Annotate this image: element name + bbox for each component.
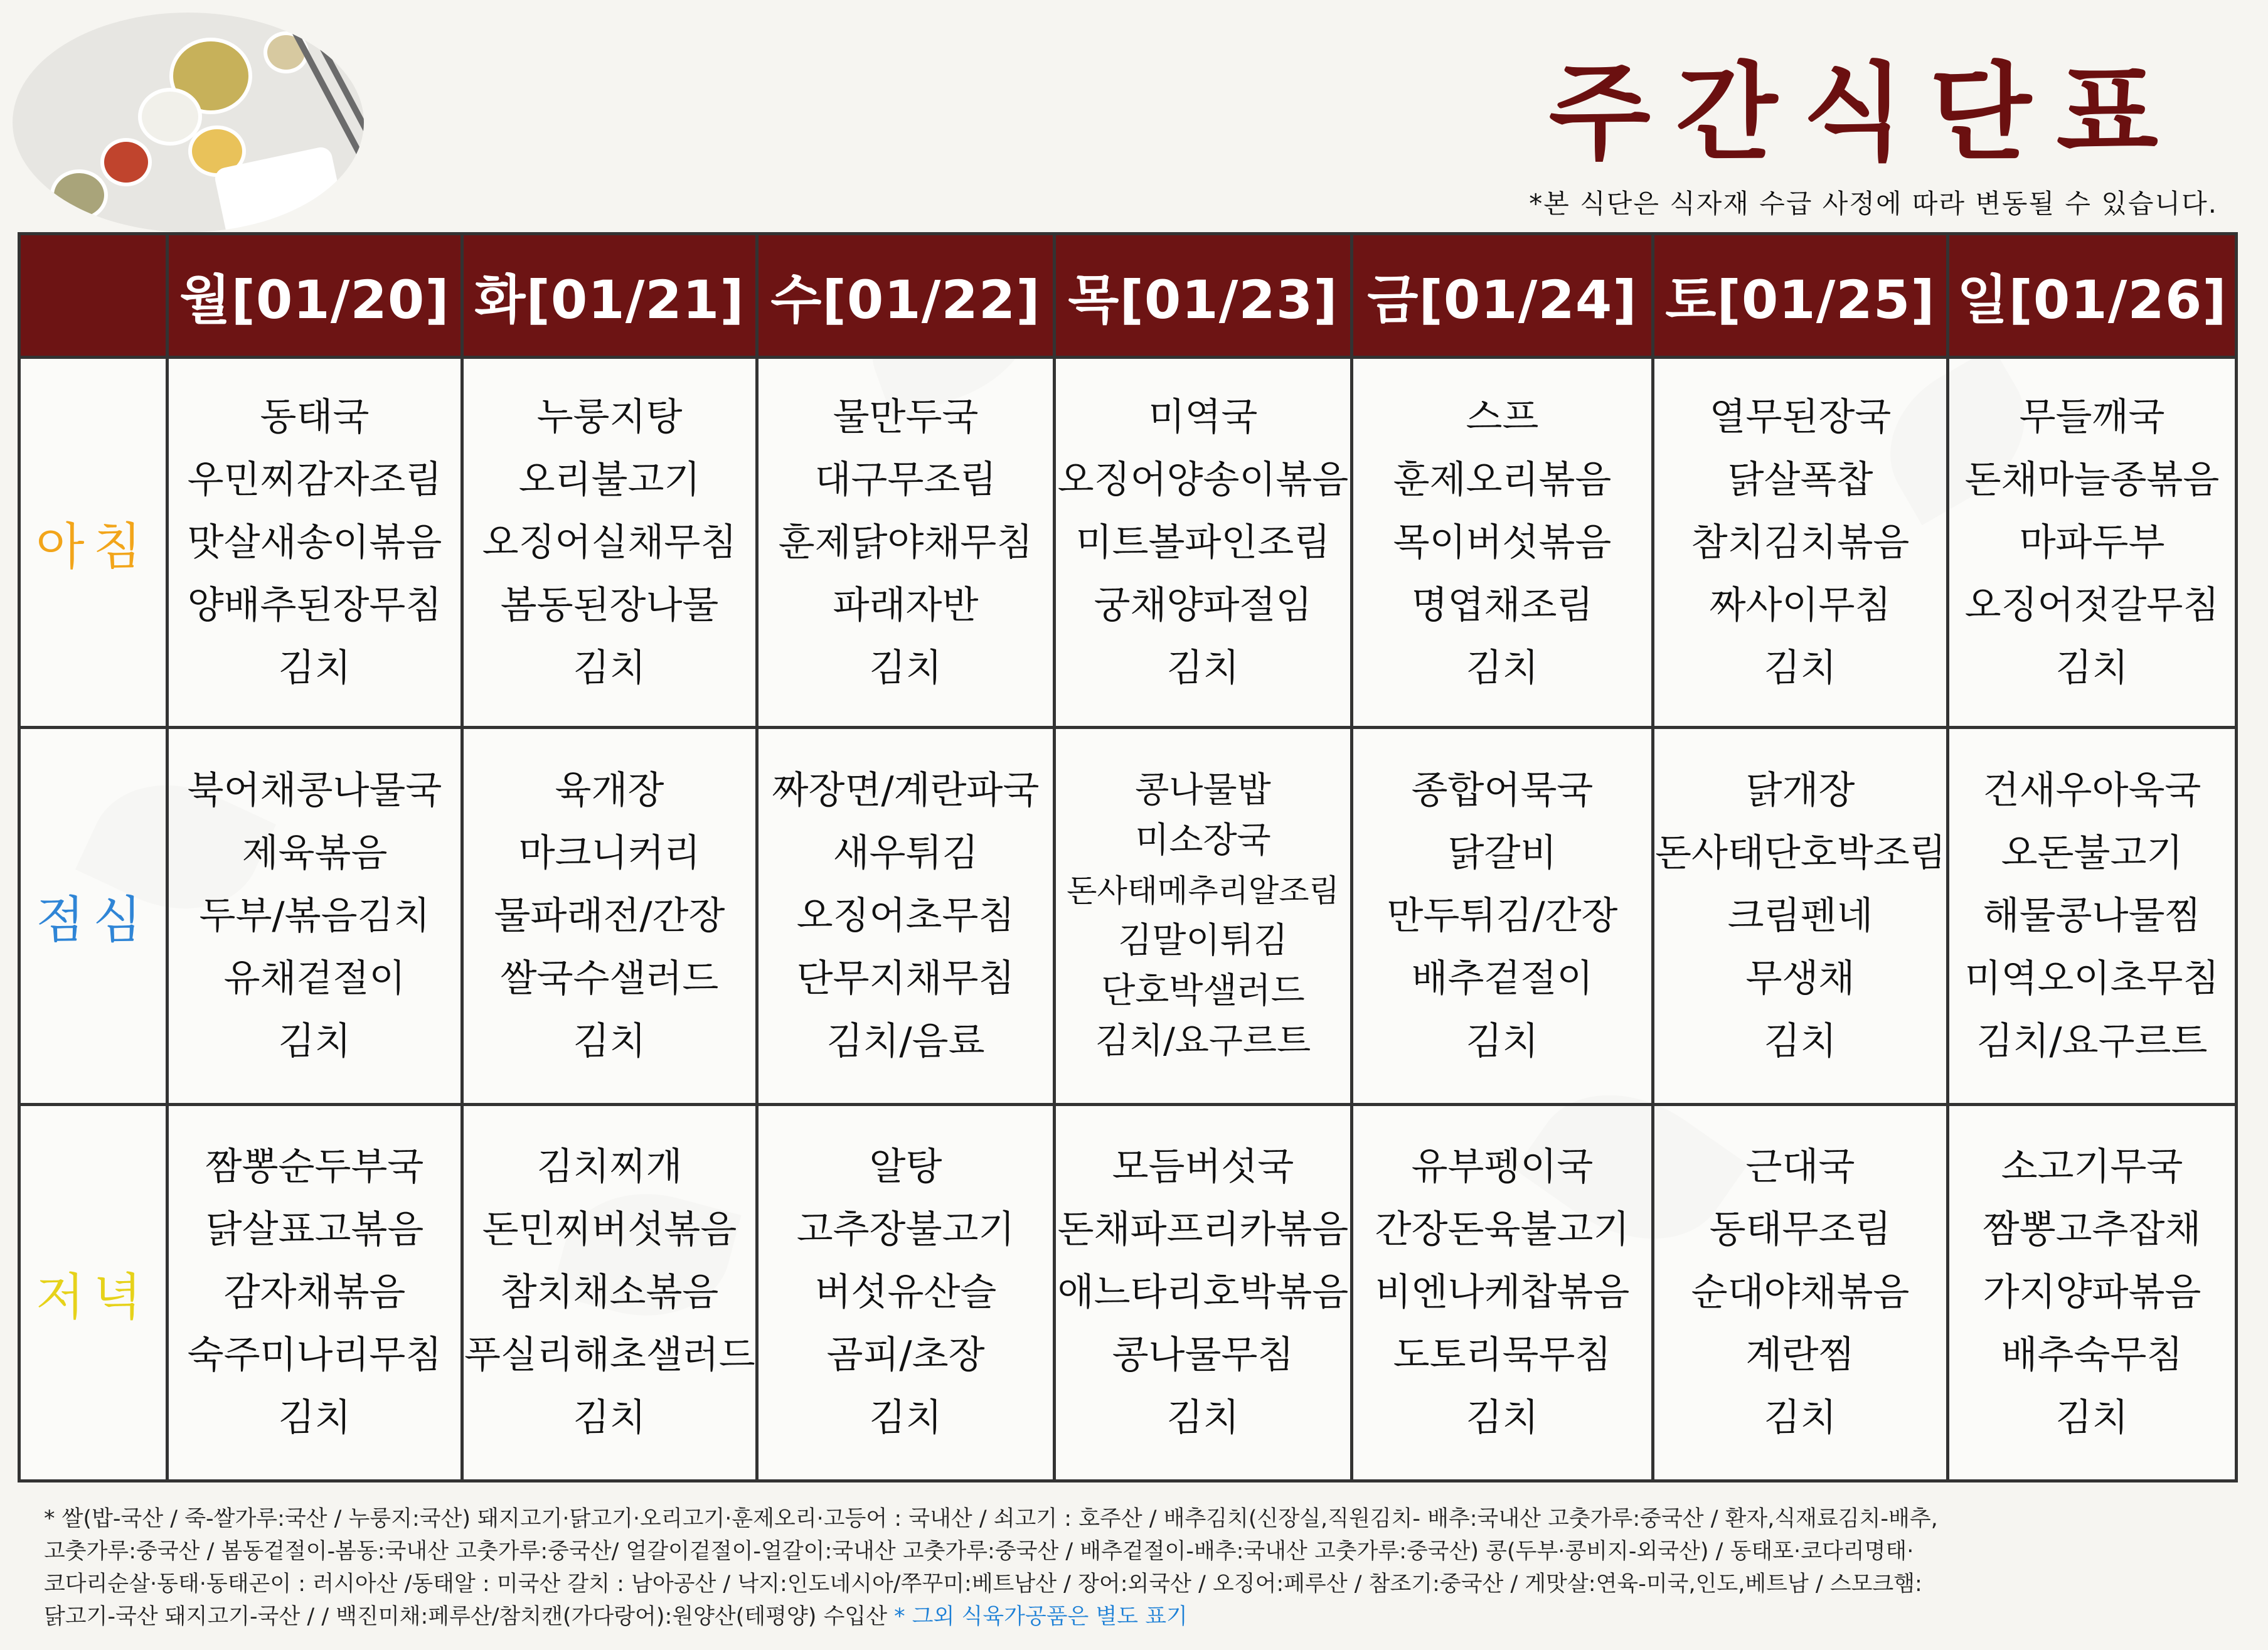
- dish: 두부/볶음김치: [199, 893, 430, 938]
- menu-cell: [462, 1104, 757, 1481]
- dish: 김말이튀김: [1118, 920, 1288, 961]
- dish: 애느타리호박볶음: [1057, 1270, 1349, 1315]
- menu-cell: [757, 1104, 1055, 1481]
- menu-cell: [757, 358, 1055, 728]
- dish: 김치: [1466, 1019, 1539, 1063]
- dish: 김치: [278, 646, 351, 690]
- weekly-menu-table: [18, 232, 2238, 1482]
- dish: 훈제오리볶음: [1393, 457, 1612, 502]
- day-header: 화[01/21]: [462, 234, 757, 358]
- dish: 김치: [2055, 646, 2129, 690]
- dish: 김치: [869, 646, 942, 690]
- dish: 짜장면/계란파국: [772, 768, 1040, 812]
- dish: 곰피/초장: [826, 1333, 985, 1378]
- header-corner: [19, 234, 168, 358]
- dish: 김치: [573, 646, 646, 690]
- dish: 유채겉절이: [223, 956, 406, 1001]
- dish: 마크니커리: [518, 831, 701, 875]
- processed-meat-note: * 그외 식육가공품은 별도 표기: [894, 1604, 1188, 1629]
- menu-cell: [1948, 358, 2237, 728]
- menu-cell: [1653, 1104, 1948, 1481]
- menu-cell: [1055, 358, 1352, 728]
- dish: 김치: [2055, 1396, 2129, 1440]
- dish: 양배추된장무침: [187, 583, 442, 627]
- menu-cell: [168, 358, 462, 728]
- dish: 동태무조림: [1709, 1208, 1892, 1252]
- dish: 미역오이초무침: [1964, 956, 2220, 1001]
- dish: 알탕: [869, 1145, 942, 1190]
- dish: 오징어실채무침: [482, 520, 737, 565]
- dish: 제육볶음: [242, 831, 388, 875]
- dish: 마파두부: [2019, 520, 2165, 565]
- dish: 김치: [573, 1396, 646, 1440]
- dish: 닭갈비: [1447, 831, 1557, 875]
- dish: 돈민찌버섯볶음: [482, 1208, 737, 1252]
- origin-footnote: [44, 1503, 2227, 1633]
- food-plate-illustration: [13, 13, 364, 232]
- dish: 북어채콩나물국: [187, 768, 442, 812]
- dish: 미트볼파인조림: [1075, 520, 1331, 565]
- dish: 김치: [1764, 1396, 1837, 1440]
- dish: 김치: [869, 1396, 942, 1440]
- menu-cell: [168, 1104, 462, 1481]
- dish: 참치채소볶음: [500, 1270, 719, 1315]
- menu-cell: [1653, 728, 1948, 1104]
- menu-cell: [1055, 728, 1352, 1104]
- dish: 푸실리해초샐러드: [464, 1333, 755, 1378]
- dish: 닭살표고볶음: [205, 1208, 424, 1252]
- dish: 도토리묵무침: [1393, 1333, 1612, 1378]
- dish: 무생채: [1745, 956, 1855, 1001]
- origin-line: [44, 1600, 2227, 1633]
- origin-line: 코다리순살·동태·동태곤이 : 러시아산 /동태알 : 미국산 갈치 : 남아공산 / 낙지:인도네시아/쭈꾸미:베트남산 / 장어:외국산 / 오징어:페루산 / 참조기:중국산 / 게맛살:연육-미국,인도,베트남 / 스모크햄:: [44, 1572, 1922, 1597]
- dish: 만두튀김/간장: [1387, 893, 1618, 938]
- dish: 참치김치볶음: [1691, 520, 1910, 565]
- menu-cell: [757, 728, 1055, 1104]
- dish: 짜사이무침: [1709, 583, 1892, 627]
- day-header: 월[01/20]: [168, 234, 462, 358]
- dish: 김치: [1166, 1396, 1240, 1440]
- origin-text: 닭고기-국산 돼지고기-국산 / / 백진미채:페루산/참치캔(가다랑어):원양산(테평양) 수입산: [44, 1604, 895, 1629]
- dish: 오징어초무침: [796, 893, 1015, 938]
- dish: 비엔나케찹볶음: [1375, 1270, 1630, 1315]
- dish: 단무지채무침: [796, 956, 1015, 1001]
- dish: 단호박샐러드: [1101, 970, 1305, 1011]
- menu-cell: [1352, 1104, 1653, 1481]
- dish: 김치: [278, 1019, 351, 1063]
- dish: 오리불고기: [518, 457, 701, 502]
- dish: 우민찌감자조림: [187, 457, 442, 502]
- dish: 열무된장국: [1709, 395, 1892, 439]
- day-header: 일[01/26]: [1948, 234, 2237, 358]
- dish: 스프: [1466, 395, 1539, 439]
- day-header-row: [19, 234, 2237, 358]
- dish: 무들깨국: [2019, 395, 2165, 439]
- dish: 김치/요구르트: [1976, 1019, 2208, 1063]
- dish: 계란찜: [1745, 1333, 1855, 1378]
- dish: 김치/요구르트: [1095, 1020, 1311, 1062]
- dish: 누룽지탕: [536, 395, 683, 439]
- dish: 돈채파프리카볶음: [1057, 1208, 1349, 1252]
- dish: 콩나물밥: [1135, 769, 1271, 811]
- lunch-row: [19, 728, 2237, 1104]
- menu-change-notice: *본 식단은 식자재 수급 사정에 따라 변동될 수 있습니다.: [1529, 188, 2218, 219]
- dish: 새우튀김: [833, 831, 979, 875]
- menu-cell: [1948, 1104, 2237, 1481]
- dish: 김치: [1764, 1019, 1837, 1063]
- dish: 건새우아욱국: [1983, 768, 2201, 812]
- dish: 김치/음료: [826, 1019, 985, 1063]
- dish: 닭개장: [1745, 768, 1855, 812]
- dish: 오징어젓갈무침: [1964, 583, 2220, 627]
- dish: 고추장불고기: [796, 1208, 1015, 1252]
- dish: 짬뽕고추잡채: [1983, 1208, 2201, 1252]
- dish: 맛살새송이볶음: [187, 520, 442, 565]
- dish: 목이버섯볶음: [1393, 520, 1612, 565]
- dish: 김치찌개: [536, 1145, 683, 1190]
- menu-cell: [1352, 358, 1653, 728]
- dish: 짬뽕순두부국: [205, 1145, 424, 1190]
- meal-label-lunch: 점심: [19, 728, 168, 1104]
- menu-cell: [1055, 1104, 1352, 1481]
- dish: 김치: [1466, 646, 1539, 690]
- dish: 명엽채조림: [1411, 583, 1594, 627]
- dish: 쌀국수샐러드: [500, 956, 719, 1001]
- dish: 해물콩나물찜: [1983, 893, 2201, 938]
- dish: 돈채마늘종볶음: [1964, 457, 2220, 502]
- dish: 돈사태단호박조림: [1655, 831, 1946, 875]
- dish: 오징어양송이볶음: [1057, 457, 1349, 502]
- dish: 가지양파볶음: [1983, 1270, 2201, 1315]
- dish: 김치: [1166, 646, 1240, 690]
- dish: 궁채양파절임: [1094, 583, 1312, 627]
- dish: 미소장국: [1135, 819, 1271, 861]
- dish: 김치: [1466, 1396, 1539, 1440]
- dish: 물파래전/간장: [494, 893, 725, 938]
- dinner-row: [19, 1104, 2237, 1481]
- dish: 감자채볶음: [223, 1270, 406, 1315]
- origin-line: 고춧가루:중국산 / 봄동겉절이-봄동:국내산 고춧가루:중국산/ 얼갈이겉절이-얼갈이:국내산 고춧가루:중국산 / 배추겉절이-배추:국내산 고춧가루:중국산) 콩(두부·콩비지-외국산) / 동태포·코다리명태·: [44, 1539, 1914, 1564]
- dish: 김치: [278, 1396, 351, 1440]
- menu-cell: [462, 728, 757, 1104]
- dish: 소고기무국: [2001, 1145, 2183, 1190]
- dish: 숙주미나리무침: [187, 1333, 442, 1378]
- meal-label-dinner: 저녁: [19, 1104, 168, 1481]
- dish: 유부펭이국: [1411, 1145, 1594, 1190]
- dish: 김치: [1764, 646, 1837, 690]
- day-header: 목[01/23]: [1055, 234, 1352, 358]
- dish: 오돈불고기: [2001, 831, 2183, 875]
- dish: 근대국: [1745, 1145, 1855, 1190]
- dish: 닭살폭찹: [1727, 457, 1873, 502]
- dish: 대구무조림: [814, 457, 997, 502]
- dish: 콩나물무침: [1112, 1333, 1294, 1378]
- dish: 파래자반: [833, 583, 979, 627]
- dish: 돈사태메추리알조림: [1067, 872, 1339, 909]
- dish: 훈제닭야채무침: [778, 520, 1033, 565]
- dish: 순대야채볶음: [1691, 1270, 1910, 1315]
- dish: 김치: [573, 1019, 646, 1063]
- menu-cell: [168, 728, 462, 1104]
- day-header: 토[01/25]: [1653, 234, 1948, 358]
- dish: 종합어묵국: [1411, 768, 1594, 812]
- dish: 물만두국: [833, 395, 979, 439]
- dish: 배추숙무침: [2001, 1333, 2183, 1378]
- page-title: 주간식단표: [1548, 51, 2183, 174]
- breakfast-row: [19, 358, 2237, 728]
- menu-cell: [1653, 358, 1948, 728]
- dish: 모듬버섯국: [1112, 1145, 1294, 1190]
- dish: 버섯유산슬: [814, 1270, 997, 1315]
- dish: 간장돈육불고기: [1375, 1208, 1630, 1252]
- dish: 배추겉절이: [1411, 956, 1594, 1001]
- menu-cell: [462, 358, 757, 728]
- origin-line: * 쌀(밥-국산 / 죽-쌀가루:국산 / 누룽지:국산) 돼지고기·닭고기·오리고기·훈제오리·고등어 : 국내산 / 쇠고기 : 호주산 / 배추김치(신장실,직원김치- 배추:국내산 고춧가루:중국산 / 환자,식재료김치-배추,: [44, 1506, 1938, 1531]
- dish: 크림펜네: [1727, 893, 1873, 938]
- menu-cell: [1948, 728, 2237, 1104]
- dish: 봄동된장나물: [500, 583, 719, 627]
- dish: 동태국: [260, 395, 370, 439]
- day-header: 금[01/24]: [1352, 234, 1653, 358]
- day-header: 수[01/22]: [757, 234, 1055, 358]
- menu-cell: [1352, 728, 1653, 1104]
- meal-label-breakfast: 아침: [19, 358, 168, 728]
- dish: 미역국: [1148, 395, 1258, 439]
- dish: 육개장: [555, 768, 664, 812]
